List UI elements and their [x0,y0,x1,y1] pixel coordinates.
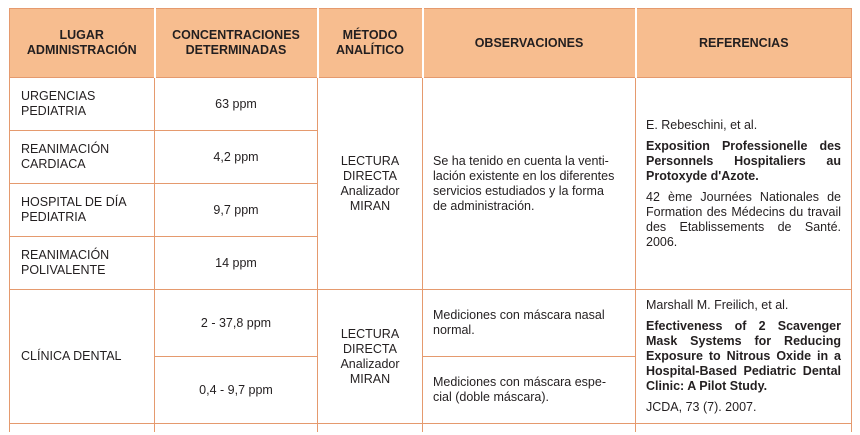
table-body [10,78,852,433]
lugar-cell: HOSPITAL DE DÍA PEDIATRIA [10,184,155,237]
observaciones-cell: Mediciones con máscara nasal normal. [423,290,636,357]
empty-cell [636,424,852,433]
concentracion-cell: 9,7 ppm [155,184,318,237]
table-row-continuation [10,424,852,433]
table-row [10,78,852,131]
header-observaciones: OBSERVACIONES [423,9,636,78]
table-row [10,290,852,357]
metodo-cell: LECTURA DIRECTA Analizador MIRAN [318,290,423,424]
lugar-cell: CLÍNICA DENTAL [10,290,155,424]
empty-cell [10,424,155,433]
reference-authors: E. Rebeschini, et al. [646,117,758,132]
concentracion-cell: 63 ppm [155,78,318,131]
concentracion-cell: 14 ppm [155,237,318,290]
header-referencias: REFERENCIAS [636,9,852,78]
reference-authors: Marshall M. Freilich, et al. [646,298,789,312]
lugar-cell: URGENCIAS PEDIATRIA [10,78,155,131]
metodo-cell: LECTURA DIRECTA Analizador MIRAN [318,78,423,290]
header-row [10,9,852,78]
concentracion-cell: 4,2 ppm [155,131,318,184]
empty-cell [318,424,423,433]
empty-cell [423,424,636,433]
observaciones-cell: Se ha tenido en cuenta la venti- lación existente en los diferentes servicios estudiados y la forma de administración. [423,78,636,290]
observaciones-cell: Mediciones con máscara espe- cial (doble máscara). [423,357,636,424]
reference-source: 42 ème Journées Nationales de Formation des Médecins du travail des Etablissements de Santé. 2006. [646,189,841,249]
concentracion-cell: 0,4 - 9,7 ppm [155,357,318,424]
referencia-cell [636,290,852,424]
empty-cell [155,424,318,433]
header-concentraciones: CONCENTRACIONES DETERMINADAS [155,9,318,78]
table-header [10,9,852,78]
header-metodo: MÉTODO ANALÍTICO [318,9,423,78]
lugar-cell: REANIMACIÓN CARDIACA [10,131,155,184]
concentracion-cell: 2 - 37,8 ppm [155,290,318,357]
header-lugar: LUGAR ADMINISTRACIÓN [10,9,155,78]
exposure-table [9,8,852,432]
reference-title: Exposition Professionelle des Personnels Hospitaliers au Protoxyde d'Azote. [646,138,841,183]
lugar-cell: REANIMACIÓN POLIVALENTE [10,237,155,290]
reference-title: Efectiveness of 2 Scavenger Mask Systems for Reducing Exposure to Nitrous Oxide in a Hospital-Based Pediatric Dental Clinic: A Pilot Study. [646,319,841,393]
referencia-cell [636,78,852,290]
reference-source: JCDA, 73 (7). 2007. [646,400,757,414]
